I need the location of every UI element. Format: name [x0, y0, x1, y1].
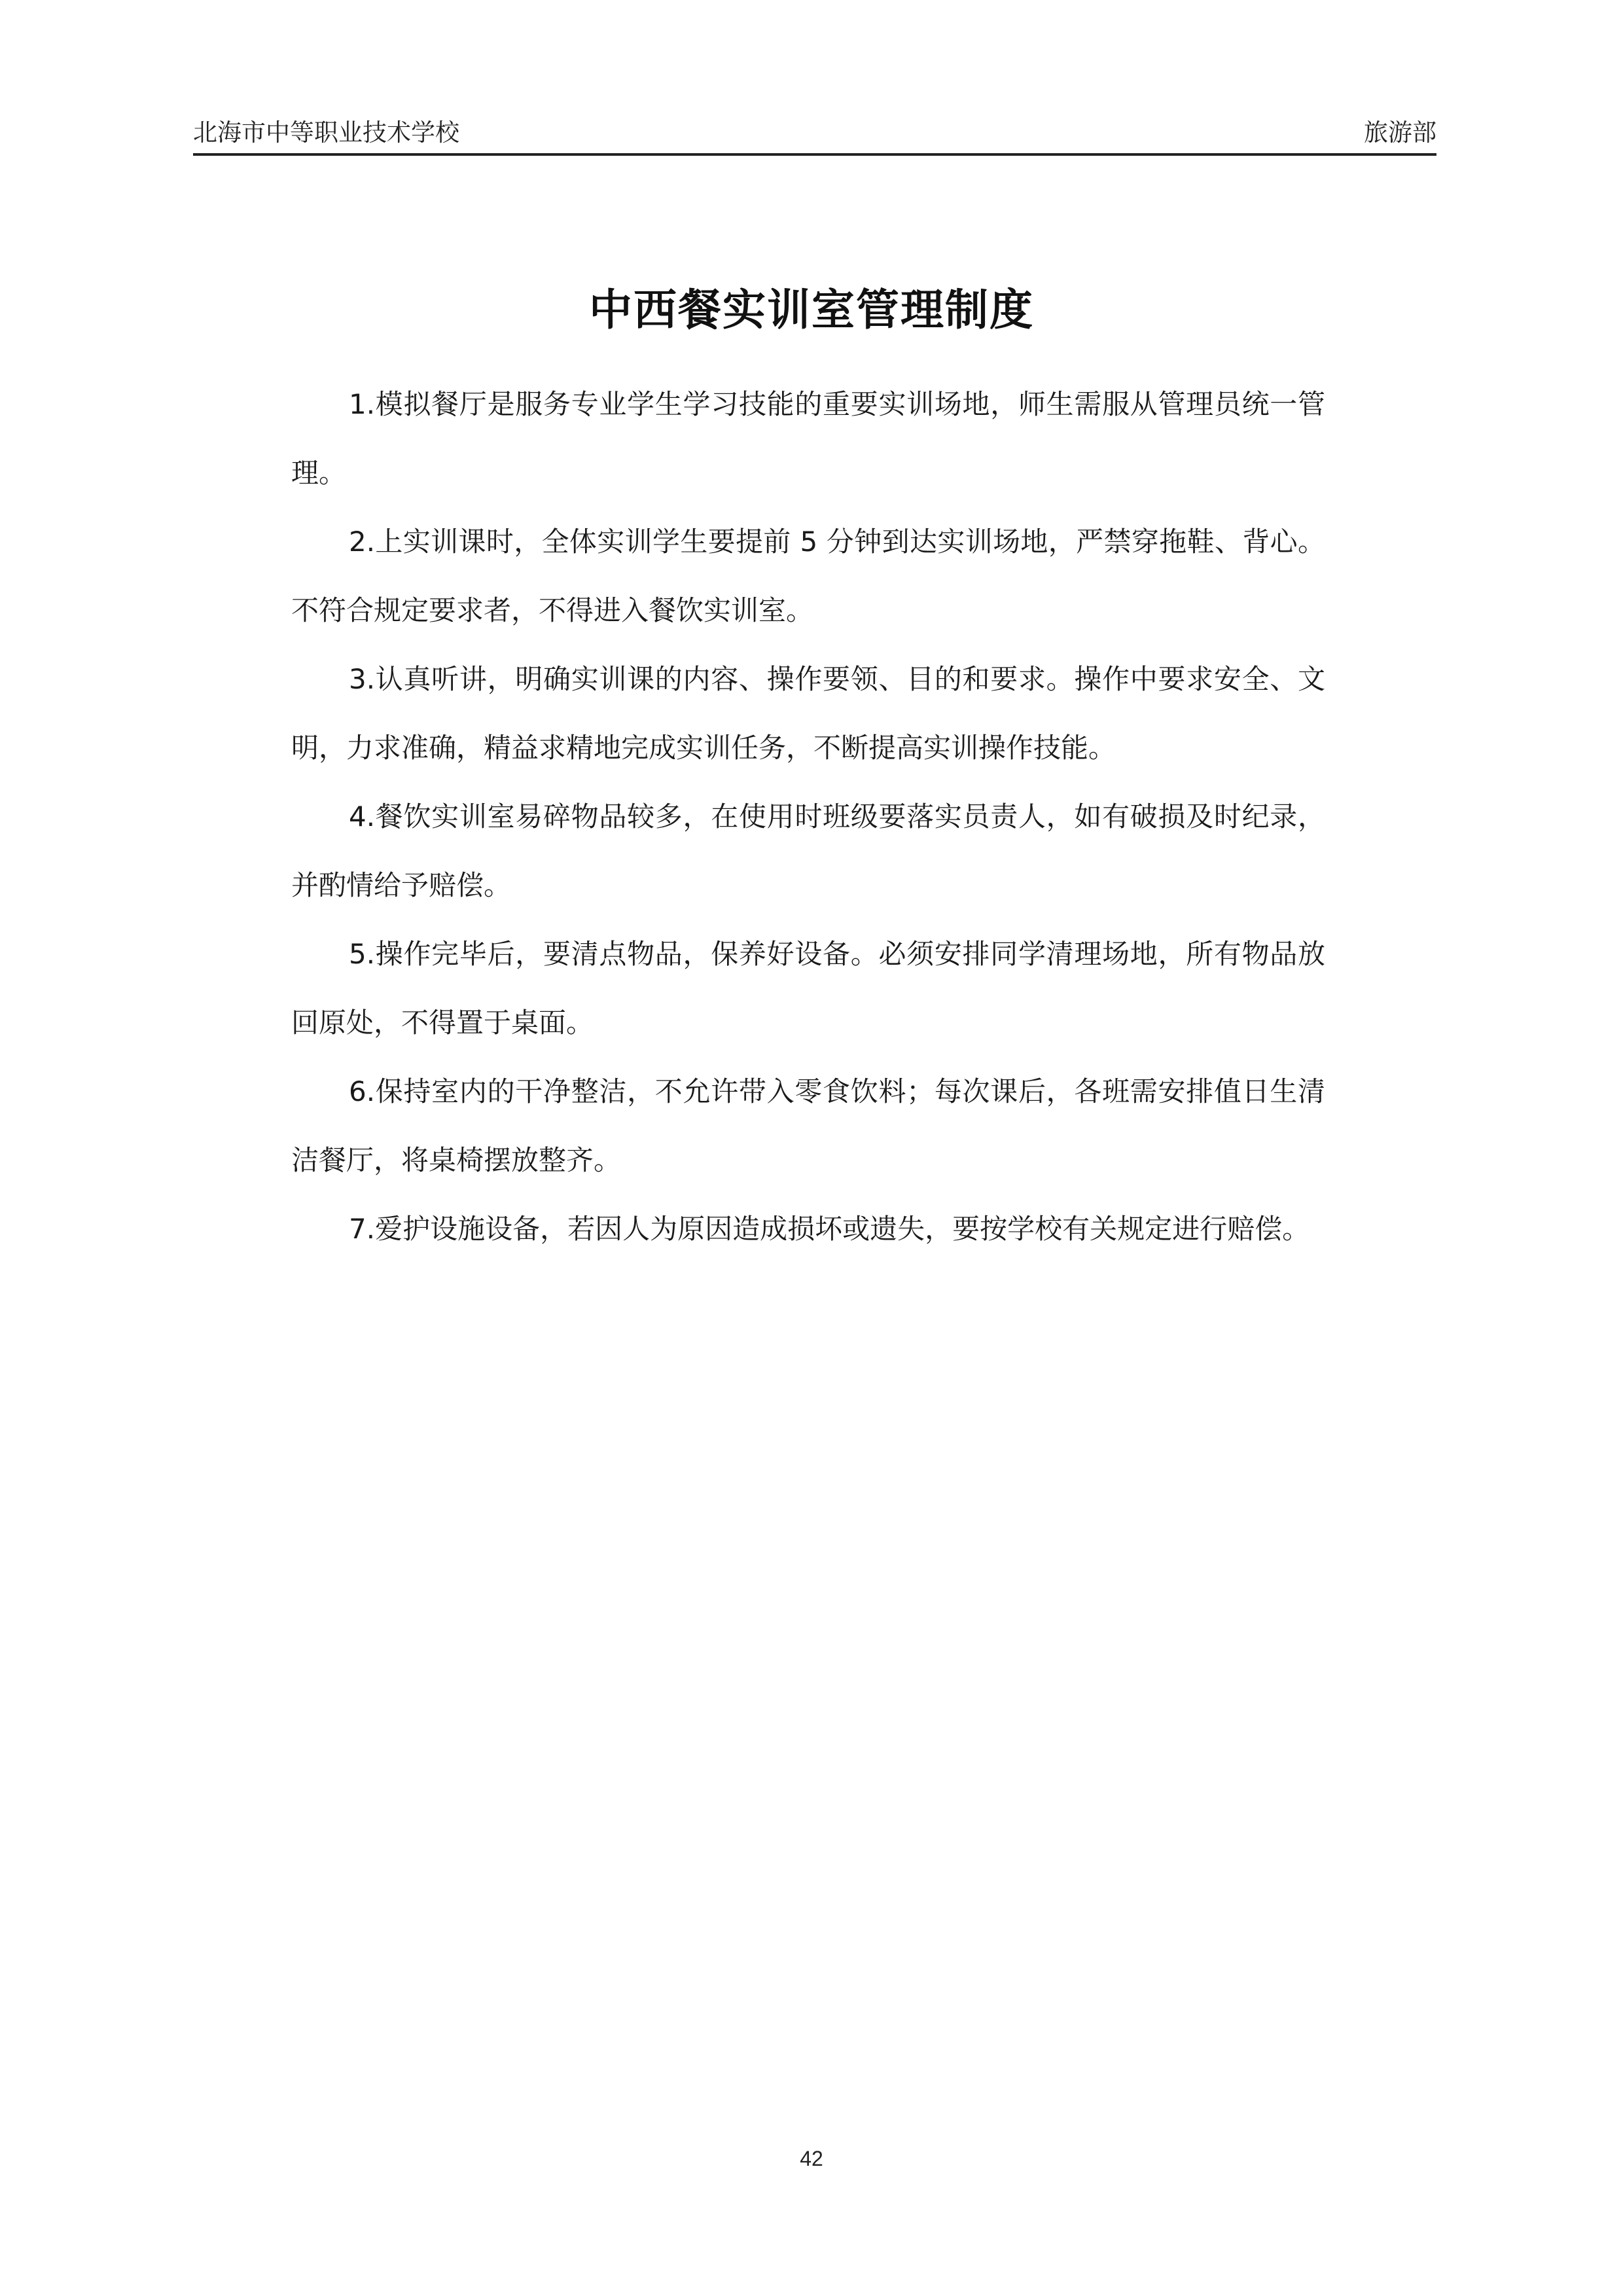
page-header [193, 113, 1436, 156]
rules-list [291, 370, 1325, 1263]
page-number: 42 [800, 2147, 823, 2170]
rule-item: 2.上实训课时，全体实训学生要提前 5 分钟到达实训场地，严禁穿拖鞋、背心。不符合规定要求者，不得进入餐饮实训室。 [291, 526, 1325, 626]
rule-item: 5.操作完毕后，要清点物品，保养好设备。必须安排同学清理场地，所有物品放回原处，不得置于桌面。 [291, 938, 1325, 1039]
document-title: 中西餐实训室管理制度 [589, 285, 1034, 335]
rule-item: 3.认真听讲，明确实训课的内容、操作要领、目的和要求。操作中要求安全、文明，力求准确，精益求精地完成实训任务，不断提高实训操作技能。 [291, 663, 1325, 764]
rule-item: 6.保持室内的干净整洁，不允许带入零食饮料；每次课后，各班需安排值日生清洁餐厅，将桌椅摆放整齐。 [291, 1075, 1325, 1176]
rule-item: 7.爱护设施设备，若因人为原因造成损坏或遗失，要按学校有关规定进行赔偿。 [349, 1213, 1310, 1245]
rule-item: 1.模拟餐厅是服务专业学生学习技能的重要实训场地，师生需服从管理员统一管理。 [291, 388, 1325, 489]
rule-item: 4.餐饮实训室易碎物品较多，在使用时班级要落实员责人，如有破损及时纪录，并酌情给予赔偿。 [291, 800, 1325, 901]
header-school-name: 北海市中等职业技术学校 [193, 118, 459, 147]
header-department: 旅游部 [1364, 118, 1436, 147]
